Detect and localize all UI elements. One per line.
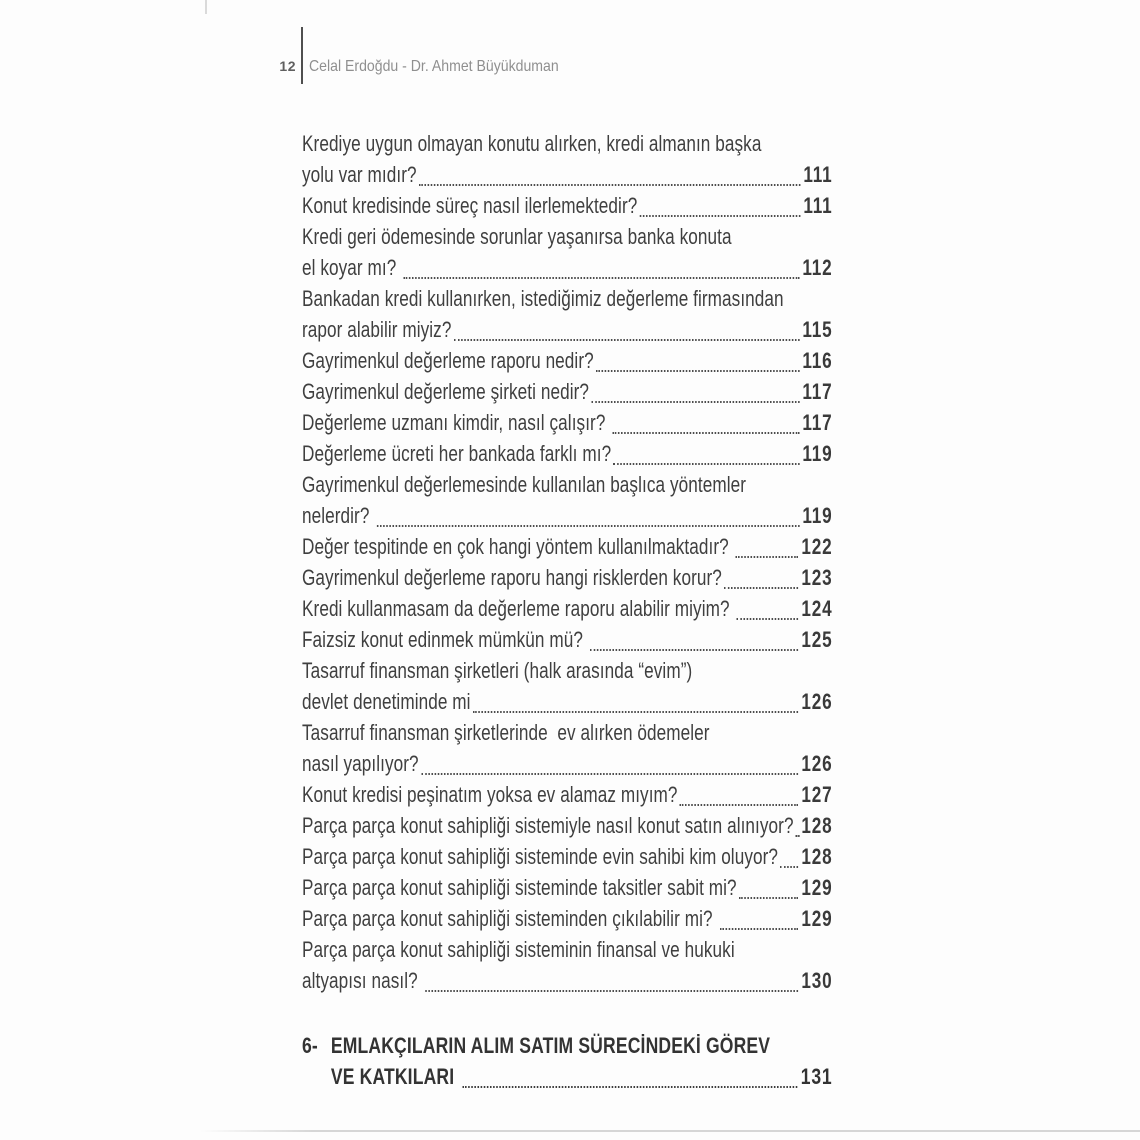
toc-entry	[302, 252, 832, 283]
toc-entry	[302, 748, 832, 779]
toc-entry	[302, 190, 832, 221]
toc-entry-text: Tasarruf finansman şirketleri (halk arasında “evim”)	[302, 658, 693, 683]
toc-leader-dots	[737, 593, 799, 620]
toc-entry	[302, 965, 832, 996]
toc-leader-dots	[590, 624, 798, 651]
toc-leader-dots	[425, 965, 798, 992]
toc-entry	[302, 407, 832, 438]
toc-entry-text: Değerleme uzmanı kimdir, nasıl çalışır?	[302, 410, 611, 435]
toc-entry-text: devlet denetiminde mi	[302, 689, 471, 714]
toc-entry-text: Kredi geri ödemesinde sorunlar yaşanırsa banka konuta	[302, 224, 732, 249]
toc-list	[302, 128, 832, 996]
header-divider-rule	[301, 27, 303, 84]
toc-entry	[302, 686, 832, 717]
toc-leader-dots	[739, 872, 798, 899]
toc-page-number: 122	[801, 534, 833, 559]
toc-entry-text: el koyar mı?	[302, 255, 402, 280]
toc-entry	[302, 500, 832, 531]
toc-entry	[302, 810, 832, 841]
toc-entry-text: rapor alabilir miyiz?	[302, 317, 452, 342]
toc-entry	[302, 345, 832, 376]
toc-page-number: 119	[802, 503, 833, 528]
toc-page-number: 126	[801, 689, 833, 714]
toc-entry	[302, 655, 832, 686]
header-authors: Celal Erdoğdu - Dr. Ahmet Büyükduman	[309, 58, 559, 75]
section-leader-dots	[462, 1061, 797, 1088]
toc-page-number: 115	[802, 317, 833, 342]
toc-entry-text: Gayrimenkul değerleme raporu hangi risklerden korur?	[302, 565, 722, 590]
toc-leader-dots	[796, 810, 798, 837]
toc-entry	[302, 221, 832, 252]
toc-page-number: 116	[802, 348, 833, 373]
toc-entry-text: Gayrimenkul değerlemesinde kullanılan başlıca yöntemler	[302, 472, 747, 497]
toc-page-number: 124	[801, 596, 833, 621]
toc-entry-text: Parça parça konut sahipliği sisteminde taksitler sabit mi?	[302, 875, 737, 900]
toc-entry	[302, 469, 832, 500]
toc-entry	[302, 841, 832, 872]
toc-page-number: 117	[802, 410, 833, 435]
toc-entry-text: nelerdir?	[302, 503, 375, 528]
toc-page-number: 117	[802, 379, 833, 404]
running-header	[0, 0, 1140, 100]
toc-entry-text: Bankadan kredi kullanırken, istediğimiz değerleme firmasından	[302, 286, 784, 311]
toc-page-number: 125	[801, 627, 833, 652]
page-corner-mark	[205, 0, 207, 14]
page-bottom-edge	[200, 1130, 1140, 1132]
toc-entry-text: Gayrimenkul değerleme şirketi nedir?	[302, 379, 590, 404]
toc-entry-text: Konut kredisi peşinatım yoksa ev alamaz mıyım?	[302, 782, 678, 807]
toc-leader-dots	[591, 376, 799, 403]
toc-leader-dots	[404, 252, 800, 279]
toc-entry-text: Parça parça konut sahipliği sisteminde evin sahibi kim oluyor?	[302, 844, 779, 869]
header-page-number: 12	[279, 58, 296, 74]
toc-leader-dots	[419, 159, 800, 186]
toc-leader-dots	[421, 748, 798, 775]
toc-page-number: 129	[801, 875, 833, 900]
toc-leader-dots	[780, 841, 798, 868]
toc-leader-dots	[454, 314, 799, 341]
toc-entry	[302, 283, 832, 314]
toc-leader-dots	[680, 779, 798, 806]
toc-entry	[302, 903, 832, 934]
toc-entry-text: Gayrimenkul değerleme raporu nedir?	[302, 348, 594, 373]
toc-entry-text: Değer tespitinde en çok hangi yöntem kullanılmaktadır?	[302, 534, 734, 559]
toc-entry-text: Parça parça konut sahipliği sisteminden çıkılabilir mi?	[302, 906, 718, 931]
toc-leader-dots	[473, 686, 798, 713]
toc-entry	[302, 934, 832, 965]
toc-page-number: 127	[801, 782, 833, 807]
toc-page-number: 126	[801, 751, 833, 776]
toc-entry-text: Kredi kullanmasam da değerleme raporu alabilir miyim?	[302, 596, 735, 621]
toc-leader-dots	[377, 500, 800, 527]
toc-page-number: 111	[803, 162, 833, 187]
toc-entry-text: Krediye uygun olmayan konutu alırken, kredi almanın başka	[302, 131, 762, 156]
toc-entry	[302, 128, 832, 159]
section-title-line1: EMLAKÇILARIN ALIM SATIM SÜRECİNDEKİ GÖREV	[330, 1033, 771, 1058]
toc-leader-dots	[724, 562, 798, 589]
section-page-number: 131	[800, 1064, 833, 1089]
toc-entry-text: Faizsiz konut edinmek mümkün mü?	[302, 627, 588, 652]
toc-entry	[302, 717, 832, 748]
toc-entry	[302, 376, 832, 407]
toc-entry-text: nasıl yapılıyor?	[302, 751, 419, 776]
toc-entry	[302, 159, 832, 190]
section-heading-line-2	[302, 1061, 832, 1092]
section-number: 6-	[302, 1033, 318, 1058]
toc-entry-text: Değerleme ücreti her bankada farklı mı?	[302, 441, 612, 466]
toc-page-number: 119	[802, 441, 833, 466]
toc-leader-dots	[736, 531, 798, 558]
toc-leader-dots	[614, 438, 800, 465]
toc-leader-dots	[613, 407, 800, 434]
toc-page-number: 111	[803, 193, 833, 218]
section-heading-line-1	[302, 1030, 832, 1061]
section-heading	[302, 1030, 832, 1092]
toc-page-number: 112	[802, 255, 833, 280]
toc-entry	[302, 314, 832, 345]
toc-page-number: 128	[801, 844, 833, 869]
toc-entry-text: altyapısı nasıl?	[302, 968, 423, 993]
toc-entry	[302, 624, 832, 655]
toc-entry-text: Tasarruf finansman şirketlerinde ev alırken ödemeler	[302, 720, 710, 745]
toc-entry-text: Konut kredisinde süreç nasıl ilerlemektedir?	[302, 193, 638, 218]
toc-entry	[302, 779, 832, 810]
toc-page-number: 130	[801, 968, 833, 993]
toc-entry-text: Parça parça konut sahipliği sistemiyle nasıl konut satın alınıyor?	[302, 813, 794, 838]
toc-entry-text: Parça parça konut sahipliği sisteminin finansal ve hukuki	[302, 937, 735, 962]
toc-entry	[302, 872, 832, 903]
toc-entry-text: yolu var mıdır?	[302, 162, 417, 187]
toc-leader-dots	[720, 903, 799, 930]
toc-entry	[302, 438, 832, 469]
toc-leader-dots	[596, 345, 799, 372]
toc-page-number: 129	[801, 906, 833, 931]
toc-page-number: 123	[801, 565, 833, 590]
toc-entry	[302, 593, 832, 624]
toc-page-number: 128	[801, 813, 833, 838]
toc-leader-dots	[640, 190, 800, 217]
toc-entry	[302, 562, 832, 593]
toc-entry	[302, 531, 832, 562]
section-title-line2: VE KATKILARI	[330, 1064, 460, 1089]
